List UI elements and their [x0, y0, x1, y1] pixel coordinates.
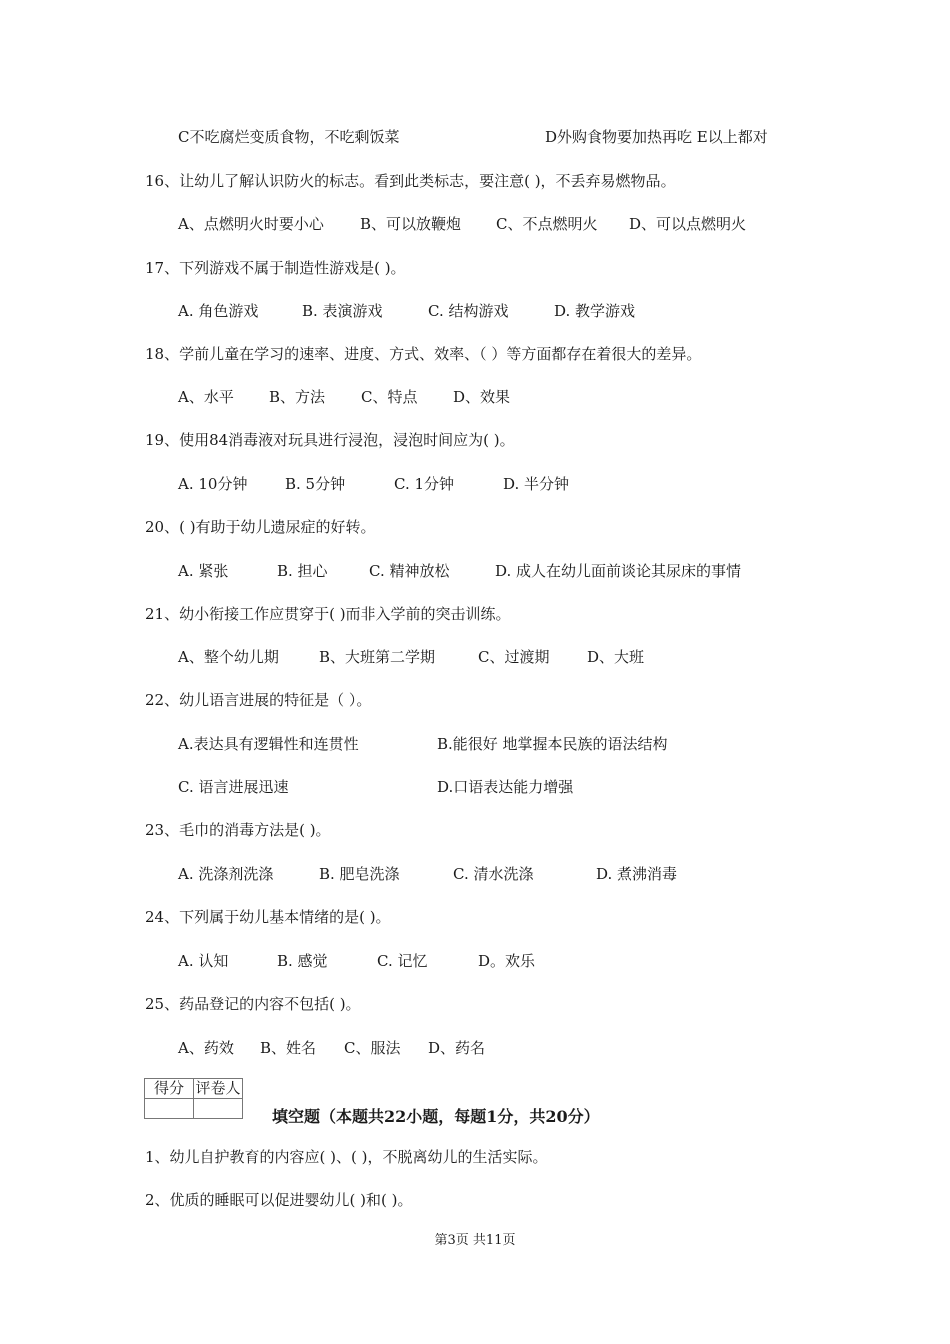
option-b: B、大班第二学期 [319, 648, 436, 666]
question-20: 20、( )有助于幼儿遗尿症的好转。 [145, 518, 376, 536]
option-d: D、药名 [428, 1039, 486, 1057]
question-24: 24、下列属于幼儿基本情绪的是( )。 [145, 908, 391, 926]
option-d: D。欢乐 [478, 952, 536, 970]
option-b: B、方法 [269, 388, 326, 406]
score-cell [145, 1099, 194, 1119]
option-d: D. 煮沸消毒 [596, 865, 678, 883]
option-d: D、可以点燃明火 [629, 215, 747, 233]
question-17: 17、下列游戏不属于制造性游戏是( )。 [145, 259, 406, 277]
option-c: C、特点 [361, 388, 418, 406]
option-d: D、效果 [453, 388, 511, 406]
option-c: C. 语言进展迅速 [178, 778, 289, 796]
option-b: B、可以放鞭炮 [360, 215, 462, 233]
option-b: B、姓名 [260, 1039, 317, 1057]
option-d: D. 教学游戏 [554, 302, 636, 320]
page-footer: 第3页 共11页 [434, 1233, 516, 1248]
option-d: D.口语表达能力增强 [437, 778, 574, 796]
option-b: B. 感觉 [277, 952, 328, 970]
score-table [144, 1078, 243, 1119]
option-b: B. 担心 [277, 562, 328, 580]
question-21: 21、幼小衔接工作应贯穿于( )而非入学前的突击训练。 [145, 605, 511, 623]
option-a: A. 10分钟 [178, 475, 248, 493]
option-a: A.表达具有逻辑性和连贯性 [178, 735, 359, 753]
option-line [178, 127, 399, 147]
option-c: C、不点燃明火 [496, 215, 598, 233]
option-a: A、药效 [178, 1039, 234, 1057]
grader-header: 评卷人 [195, 1079, 241, 1097]
option-a: A. 角色游戏 [178, 302, 259, 320]
option-a: A. 认知 [178, 952, 229, 970]
option-a: A. 洗涤剂洗涤 [178, 865, 274, 883]
option-c: C. 结构游戏 [428, 302, 509, 320]
fill-question-1: 1、幼儿自护教育的内容应( )、( )，不脱离幼儿的生活实际。 [145, 1148, 548, 1166]
option-c: C. 记忆 [377, 952, 428, 970]
question-25: 25、药品登记的内容不包括( )。 [145, 995, 361, 1013]
question-19: 19、使用84消毒液对玩具进行浸泡，浸泡时间应为( )。 [145, 431, 515, 449]
option-c: C. 清水洗涤 [453, 865, 534, 883]
option-a: A、水平 [178, 388, 234, 406]
option-b: B.能很好 地掌握本民族的语法结构 [437, 735, 668, 753]
option-a: A. 紧张 [178, 562, 229, 580]
fill-question-2: 2、优质的睡眠可以促进婴幼儿( )和( )。 [145, 1191, 413, 1209]
option-b: B. 肥皂洗涤 [319, 865, 400, 883]
option-c: C. 精神放松 [369, 562, 450, 580]
option-c: C. 1分钟 [394, 475, 455, 493]
grader-cell [194, 1099, 243, 1119]
option-d: D、大班 [587, 648, 645, 666]
option-d: D. 成人在幼儿面前谈论其尿床的事情 [495, 562, 742, 580]
option-b: B. 表演游戏 [302, 302, 383, 320]
option-d-e: D外购食物要加热再吃 E以上都对 [545, 128, 768, 146]
option-a: A、整个幼儿期 [178, 648, 279, 666]
option-b: B. 5分钟 [285, 475, 346, 493]
score-header: 得分 [145, 1079, 194, 1099]
option-line [545, 127, 768, 147]
question-22: 22、幼儿语言进展的特征是（ ）。 [145, 691, 372, 709]
option-c: C、过渡期 [478, 648, 550, 666]
question-18: 18、学前儿童在学习的速率、进度、方式、效率、（ ）等方面都存在着很大的差异。 [145, 345, 702, 363]
option-c: C不吃腐烂变质食物，不吃剩饭菜 [178, 128, 400, 146]
option-c: C、服法 [344, 1039, 401, 1057]
option-d: D. 半分钟 [503, 475, 570, 493]
question-23: 23、毛巾的消毒方法是( )。 [145, 821, 331, 839]
section-title: 填空题（本题共22小题，每题1分，共20分） [272, 1107, 600, 1126]
question-16: 16、让幼儿了解认识防火的标志。看到此类标志，要注意( )，不丢弃易燃物品。 [145, 172, 676, 190]
option-a: A、点燃明火时要小心 [178, 215, 324, 233]
